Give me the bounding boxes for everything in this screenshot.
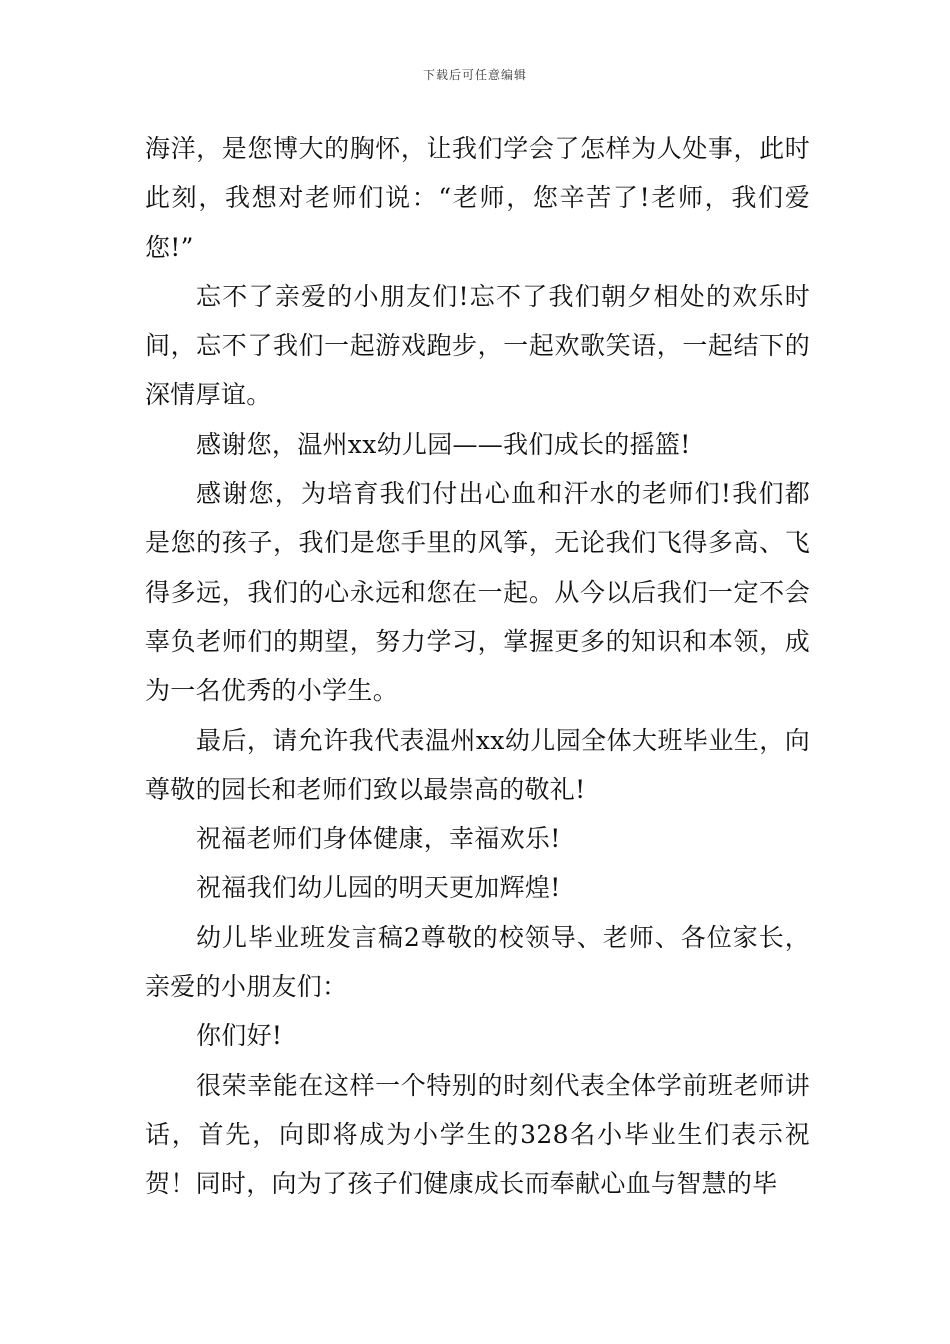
paragraph-9: 你们好!	[196, 1021, 283, 1051]
paragraph-10: 很荣幸能在这样一个特别的时刻代表全体学前班老师讲话，首先，向即将成为小学生的328名小毕业生们表示祝贺！同时，向为了孩子们健康成长而奉献心血与智慧的毕	[145, 1070, 810, 1199]
paragraph-1: 海洋，是您博大的胸怀，让我们学会了怎样为人处事，此时此刻，我想对老师们说：“老师，您辛苦了!老师，我们爱您!”	[145, 134, 810, 262]
paragraph-2: 忘不了亲爱的小朋友们!忘不了我们朝夕相处的欢乐时间，忘不了我们一起游戏跑步，一起欢歌笑语，一起结下的深情厚谊。	[145, 281, 810, 410]
document-body	[145, 124, 810, 1209]
paragraph-8: 幼儿毕业班发言稿2尊敬的校领导、老师、各位家长，亲爱的小朋友们：	[145, 922, 810, 1002]
paragraph-3: 感谢您，温州xx幼儿园——我们成长的摇篮!	[196, 429, 691, 459]
header-note: 下载后可任意编辑	[422, 68, 527, 82]
paragraph-4: 感谢您，为培育我们付出心血和汗水的老师们!我们都是您的孩子，我们是您手里的风筝，无论我们飞得多高、飞得多远，我们的心永远和您在一起。从今以后我们一定不会辜负老师们的期望，努力学习，掌握更多的知识和本领，成为一名优秀的小学生。	[145, 479, 810, 706]
paragraph-7: 祝福我们幼儿园的明天更加辉煌!	[196, 873, 561, 903]
paragraph-6: 祝福老师们身体健康，幸福欢乐!	[196, 824, 561, 854]
paragraph-5: 最后，请允许我代表温州xx幼儿园全体大班毕业生，向尊敬的园长和老师们致以最崇高的敬礼!	[145, 725, 810, 804]
